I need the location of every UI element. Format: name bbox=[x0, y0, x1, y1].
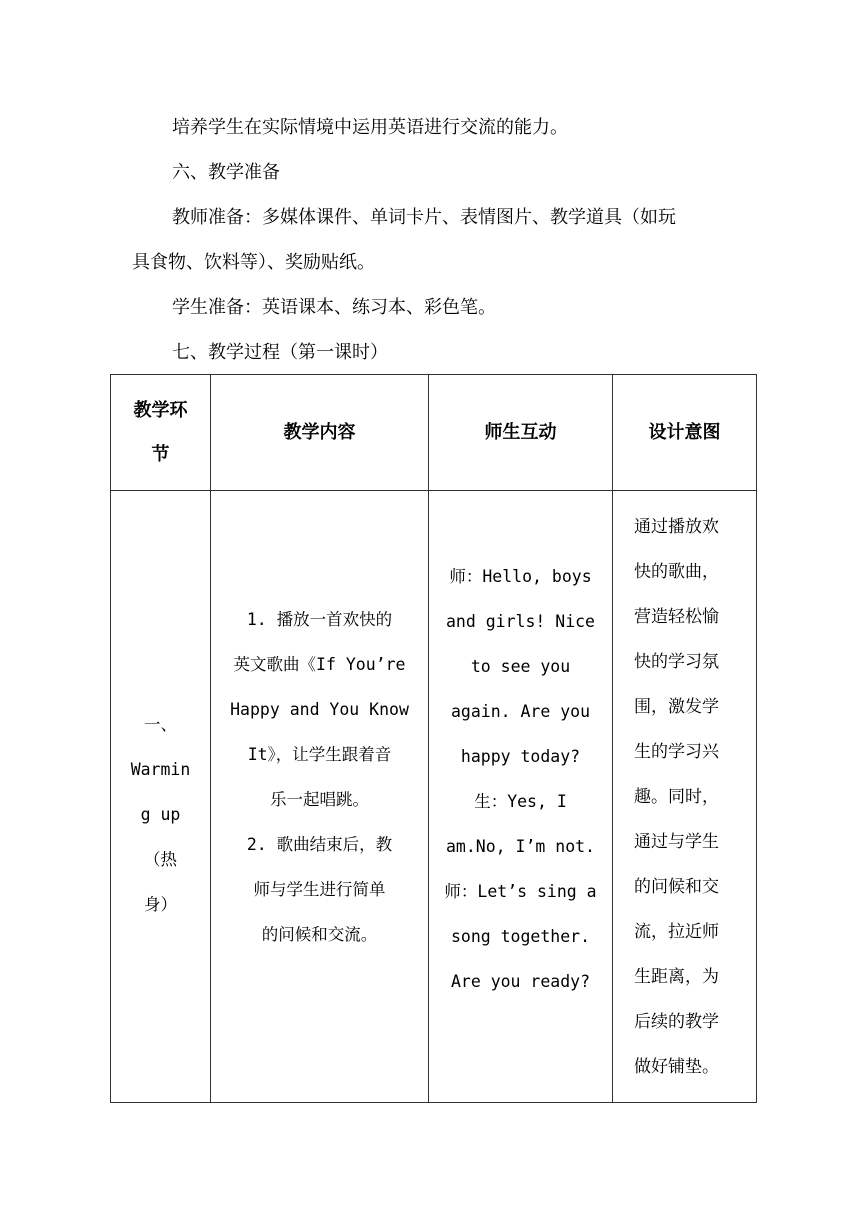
content-line: 1. 播放一首欢快的 bbox=[246, 609, 393, 629]
intent-line: 后续的教学 bbox=[634, 1012, 719, 1032]
intent-line: 生的学习兴 bbox=[634, 742, 719, 762]
intent-line: 营造轻松愉 bbox=[634, 607, 719, 627]
stage-line: g up bbox=[140, 805, 181, 824]
interaction-line: happy today? bbox=[460, 746, 581, 766]
section-heading-preparation: 六、教学准备 bbox=[172, 162, 280, 183]
interaction-line: to see you bbox=[470, 656, 571, 676]
table-row bbox=[111, 491, 757, 1103]
header-stage-line2: 节 bbox=[151, 443, 170, 465]
cell-interaction bbox=[429, 491, 613, 1103]
interaction-line: Are you ready? bbox=[450, 971, 591, 991]
intent-line: 快的歌曲， bbox=[634, 562, 719, 582]
interaction-line: am.No, I’m not. bbox=[445, 836, 595, 856]
interaction-line: 生：Yes, I bbox=[474, 791, 567, 811]
intent-line: 快的学习氛 bbox=[634, 652, 719, 672]
paragraph-student-prep: 学生准备：英语课本、练习本、彩色笔。 bbox=[172, 297, 496, 318]
intent-line: 的问候和交 bbox=[634, 877, 719, 897]
header-stage-line1: 教学环 bbox=[133, 399, 188, 421]
content-line: 英文歌曲《If You’re bbox=[233, 654, 406, 674]
paragraph-ability: 培养学生在实际情境中运用英语进行交流的能力。 bbox=[172, 117, 568, 138]
paragraph-teacher-prep-line1: 教师准备：多媒体课件、单词卡片、表情图片、教学道具（如玩 bbox=[172, 207, 676, 228]
paragraph-teacher-prep-line2: 具食物、饮料等）、奖励贴纸。 bbox=[132, 252, 375, 273]
interaction-line: song together. bbox=[450, 926, 591, 946]
content-line: 乐一起唱跳。 bbox=[270, 789, 369, 809]
lesson-table bbox=[110, 374, 757, 1103]
intent-line: 通过与学生 bbox=[634, 832, 719, 852]
intent-line: 通过播放欢 bbox=[634, 517, 719, 537]
interaction-line: again. Are you bbox=[450, 701, 591, 721]
content-line: Happy and You Know bbox=[230, 699, 409, 719]
header-intent: 设计意图 bbox=[613, 375, 757, 491]
interaction-line: 师：Let’s sing a bbox=[444, 881, 597, 901]
table-header-row bbox=[111, 375, 757, 491]
stage-line: 一、 bbox=[144, 715, 177, 734]
intent-line: 流，拉近师 bbox=[634, 922, 719, 942]
stage-line: Warmin bbox=[130, 760, 191, 779]
header-content: 教学内容 bbox=[211, 375, 429, 491]
intent-line: 生距离，为 bbox=[634, 967, 719, 987]
content-line: 的问候和交流。 bbox=[261, 924, 378, 944]
cell-content bbox=[211, 491, 429, 1103]
intent-line: 趣。同时， bbox=[634, 787, 719, 807]
stage-line: （热 bbox=[144, 850, 177, 869]
content-line: It》，让学生跟着音 bbox=[247, 744, 392, 764]
header-interaction: 师生互动 bbox=[429, 375, 613, 491]
interaction-line: 师：Hello, boys bbox=[449, 566, 592, 586]
stage-line: 身） bbox=[144, 895, 177, 914]
section-heading-process: 七、教学过程（第一课时） bbox=[172, 342, 388, 363]
interaction-line: and girls! Nice bbox=[445, 611, 595, 631]
cell-intent bbox=[613, 491, 757, 1103]
intent-line: 围，激发学 bbox=[634, 697, 719, 717]
intent-line: 做好铺垫。 bbox=[634, 1057, 719, 1077]
cell-stage bbox=[111, 491, 211, 1103]
content-line: 师与学生进行简单 bbox=[253, 879, 386, 899]
header-stage bbox=[111, 375, 211, 491]
content-line: 2. 歌曲结束后，教 bbox=[246, 834, 393, 854]
